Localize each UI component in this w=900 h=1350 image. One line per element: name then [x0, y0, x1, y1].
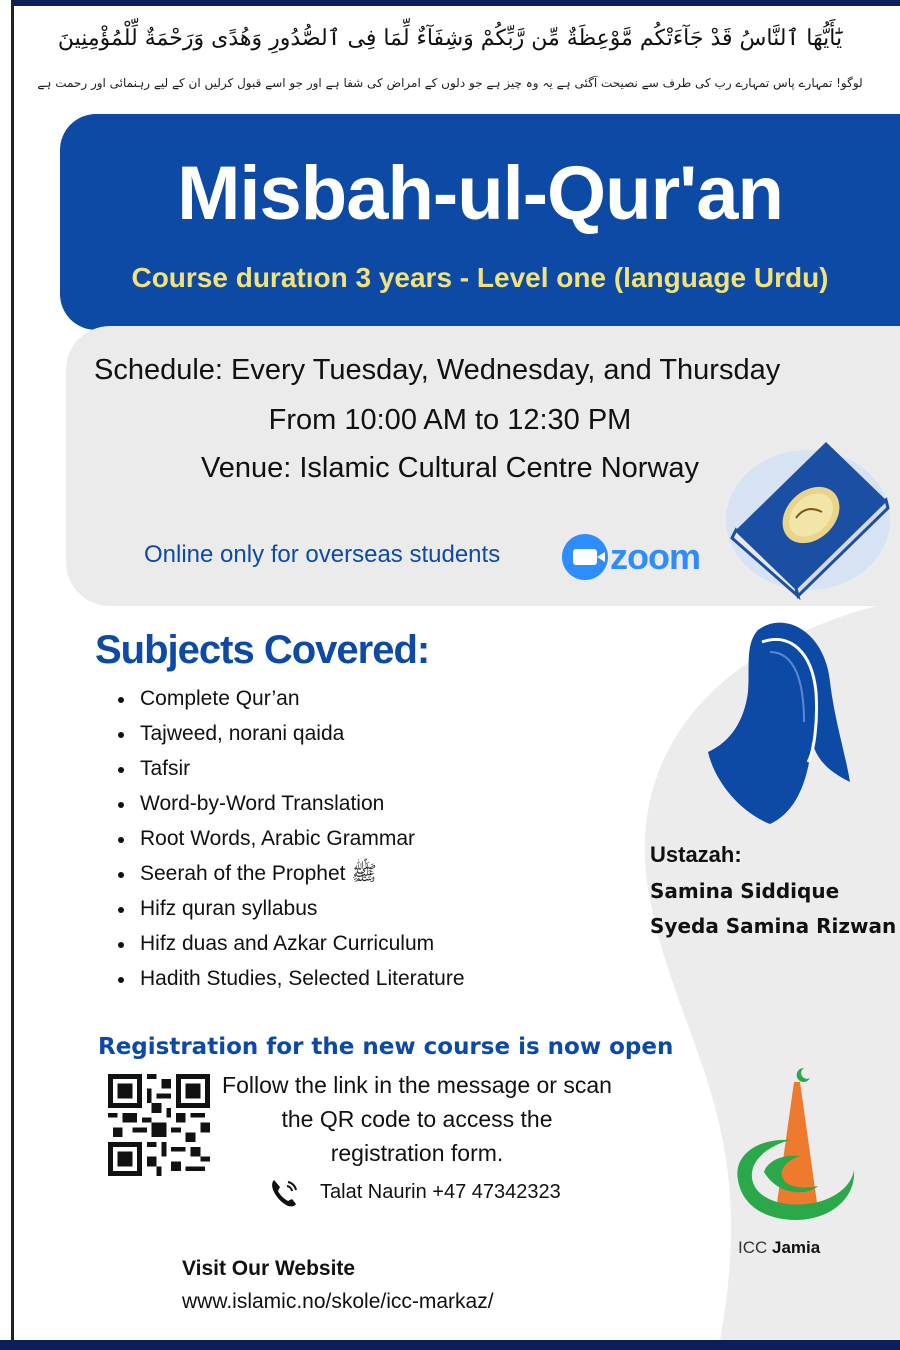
registration-heading: Registration for the new course is now open	[98, 1034, 674, 1060]
website-link[interactable]: www.islamic.no/skole/icc-markaz/	[182, 1290, 494, 1313]
list-item: Hadith Studies, Selected Literature	[118, 964, 465, 999]
quran-book-icon	[716, 420, 896, 600]
zoom-wordmark: zoom	[610, 536, 700, 577]
schedule-venue: Venue: Islamic Cultural Centre Norway	[200, 452, 700, 484]
subjects-list	[118, 684, 465, 999]
qr-code-icon[interactable]	[108, 1074, 210, 1176]
subjects-heading: Subjects Covered:	[95, 628, 430, 672]
teacher-name: Samina Siddique	[650, 879, 840, 903]
course-title: Misbah-ul-Qur'an	[177, 151, 783, 236]
schedule-time: From 10:00 AM to 12:30 PM	[268, 404, 632, 436]
course-subtitle: Course duratıon 3 years - Level one (language Urdu)	[131, 262, 829, 293]
top-border	[0, 0, 900, 6]
phone-icon	[268, 1176, 302, 1210]
list-item: Root Words, Arabic Grammar	[118, 824, 465, 859]
zoom-logo	[562, 534, 700, 580]
list-item: Complete Qur’an	[118, 684, 465, 719]
teachers-label: Ustazah:	[650, 842, 742, 867]
registration-instructions: Follow the link in the message or scan the QR code to access the registration form.	[222, 1072, 612, 1166]
quran-verse-arabic: يَٰٓأَيُّهَا ٱلنَّاسُ قَدْ جَآءَتْكُم مَّوْعِظَةٌ مِّن رَّبِّكُمْ وَشِفَآءٌ لِّمَا فِى ٱلصُّدُورِ وَهُدًى وَرَحْمَةٌ لِّلْمُؤْمِنِينَ	[57, 26, 843, 51]
logo-caption: ICC Jamia	[738, 1238, 821, 1257]
website-heading: Visit Our Website	[182, 1257, 356, 1280]
online-note: Online only for overseas students	[144, 541, 501, 568]
zoom-camera-icon	[562, 534, 608, 580]
list-item: Hifz quran syllabus	[118, 894, 465, 929]
bottom-border	[0, 1340, 900, 1350]
list-item: Tajweed, norani qaida	[118, 719, 465, 754]
contact-phone[interactable]: Talat Naurin +47 47342323	[320, 1181, 561, 1203]
list-item: Tafsir	[118, 754, 465, 789]
teacher-name: Syeda Samina Rizwan	[650, 914, 897, 938]
quran-verse-urdu-translation: لوگو! تمہارے پاس تمہارے رب کی طرف سے نصیحت آگئی ہے یہ وہ چیز ہے جو دلوں کے امراض کی شفا ہے اور جو اسے قبول کرلیں ان کے لیے رہنمائی اور رحمت ہے	[37, 76, 863, 90]
list-item: Word-by-Word Translation	[118, 789, 465, 824]
schedule-days: Schedule: Every Tuesday, Wednesday, and Thursday	[94, 354, 781, 386]
list-item: Seerah of the Prophet ﷺ	[118, 859, 465, 894]
icc-jamia-logo	[728, 1060, 858, 1240]
list-item: Hifz duas and Azkar Curriculum	[118, 929, 465, 964]
hijab-icon	[700, 612, 850, 827]
